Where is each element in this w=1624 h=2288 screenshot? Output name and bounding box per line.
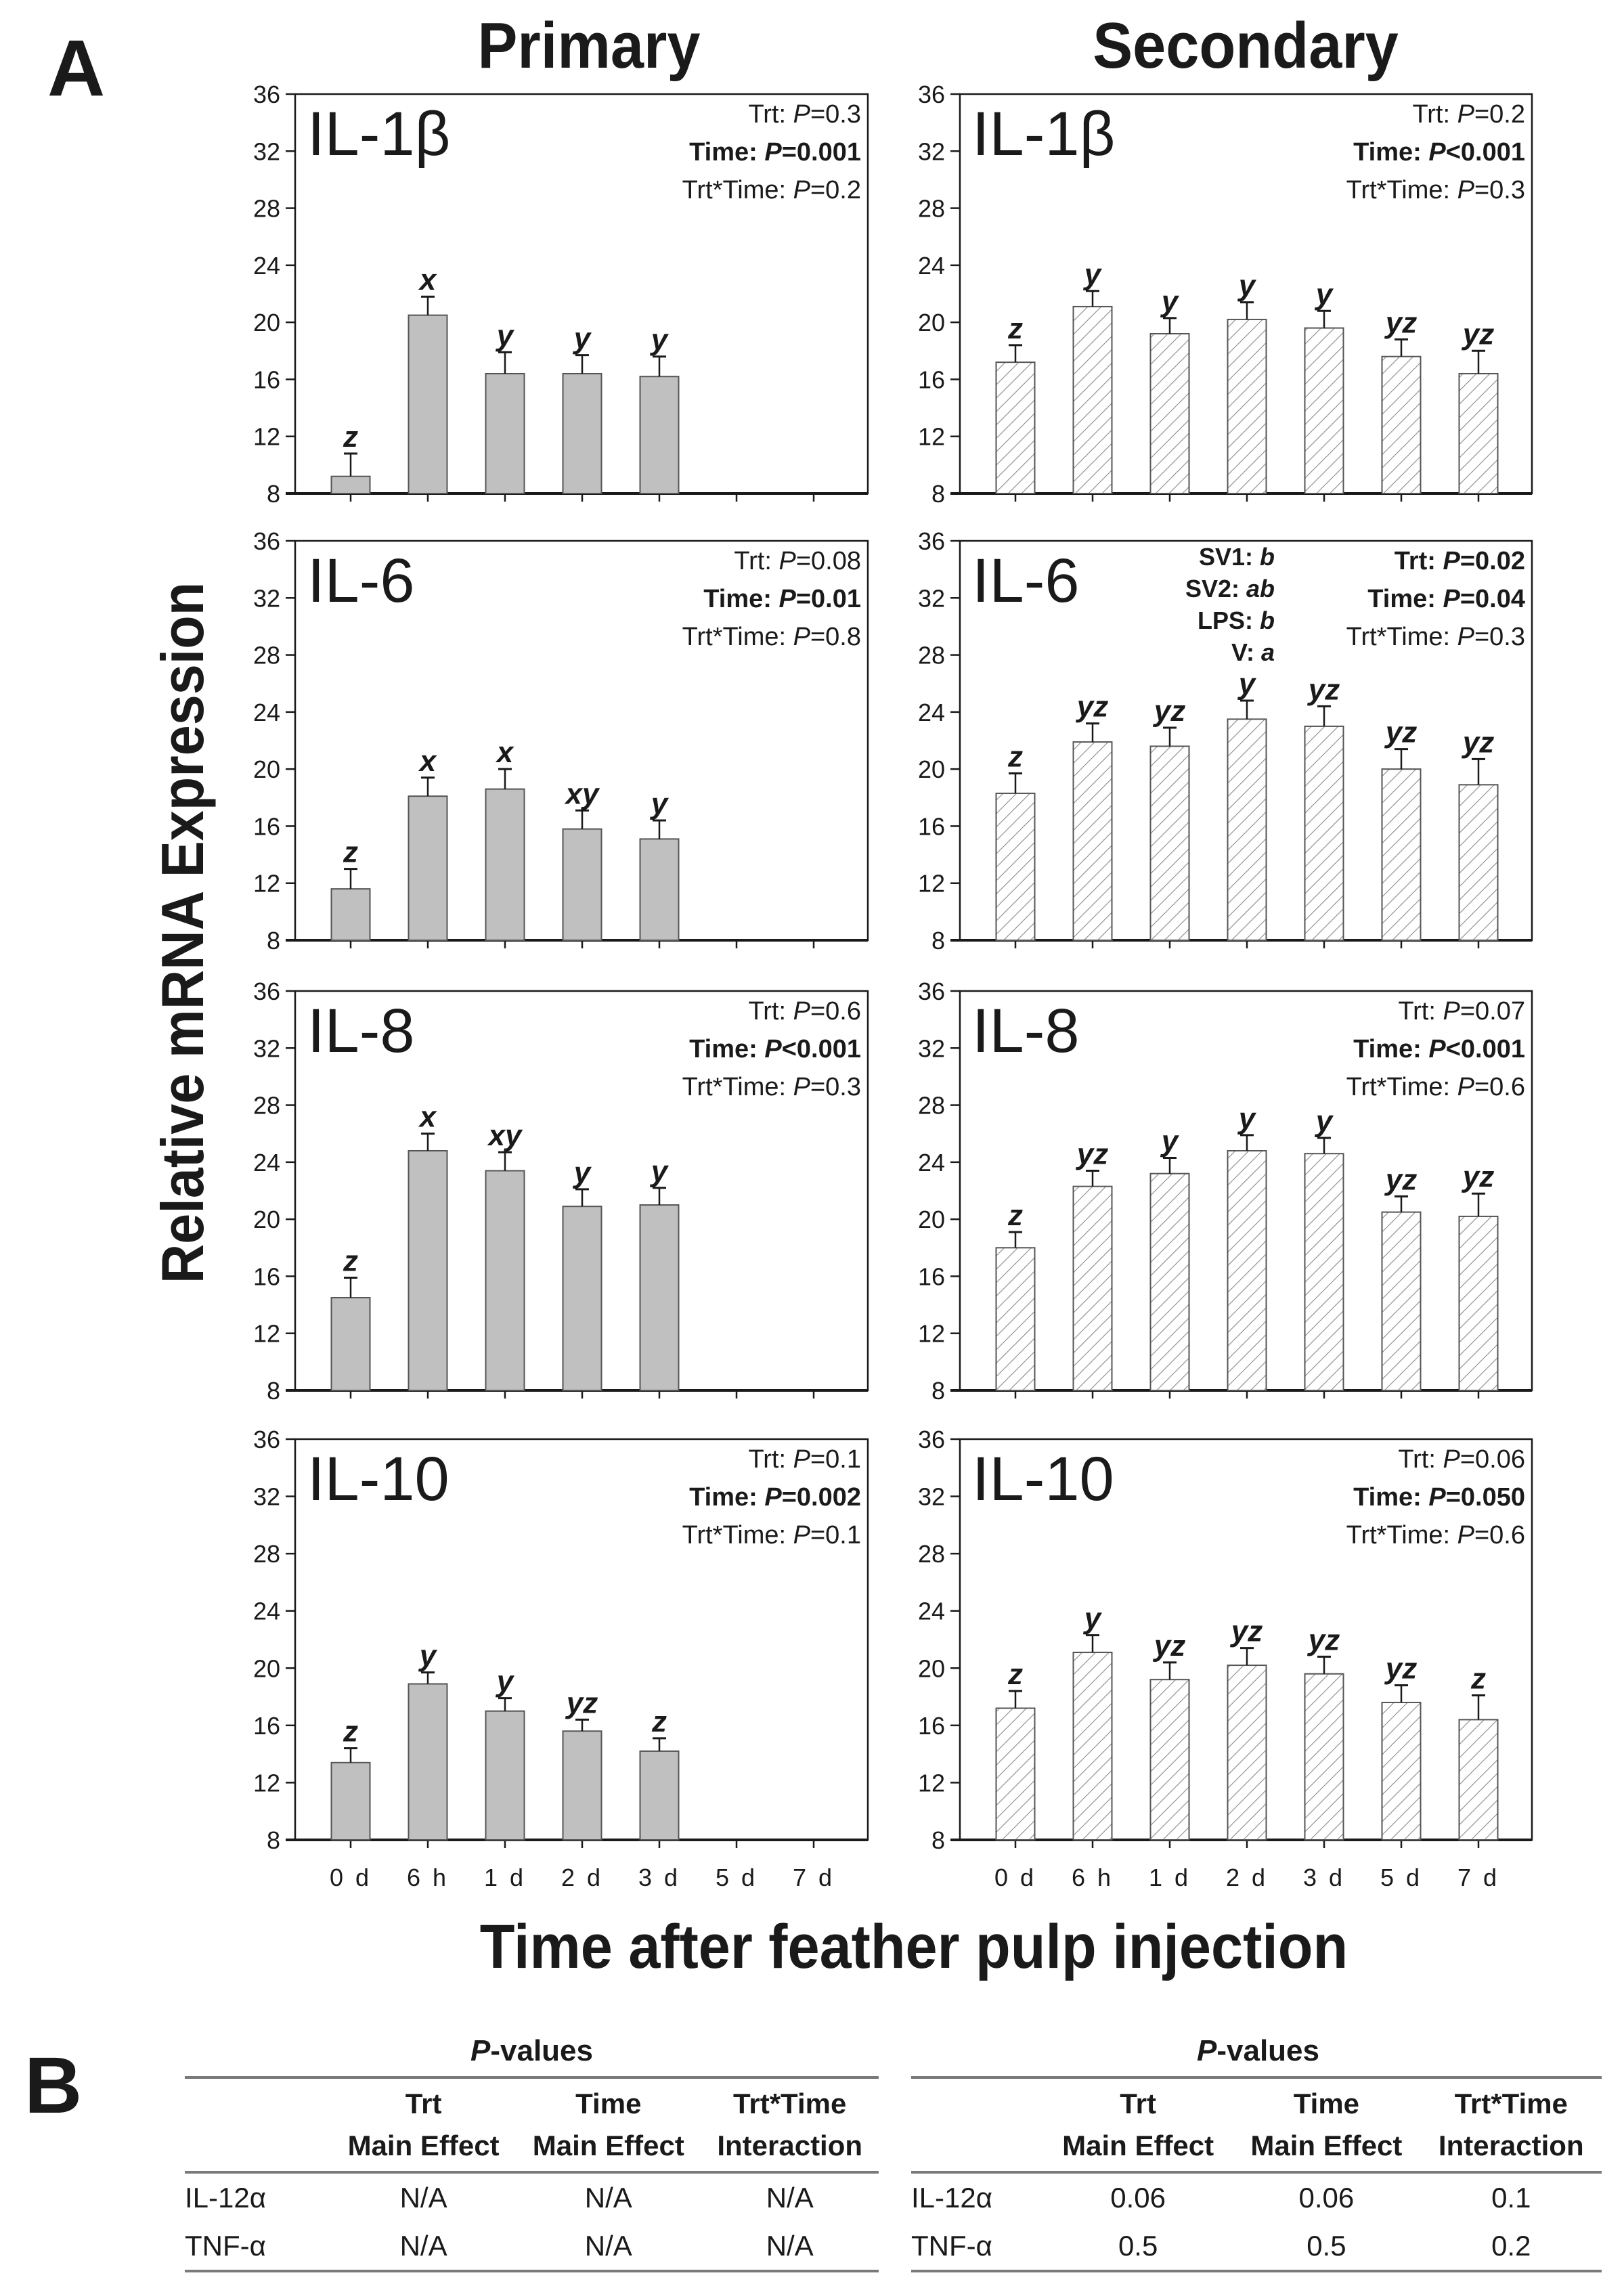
y-tick-label: 32 — [917, 137, 945, 166]
y-axis-label: Relative mRNA Expression — [149, 581, 216, 1284]
y-tick-label: 8 — [931, 927, 945, 954]
y-tick-label: 36 — [917, 527, 945, 555]
y-tick-label: 28 — [253, 1540, 280, 1568]
y-tick-label: 16 — [917, 1262, 945, 1291]
y-tick-label: 24 — [917, 1148, 945, 1176]
significance-letter: y — [1084, 257, 1101, 291]
table-cell: 0.5 — [1118, 2229, 1158, 2262]
significance-letter: y — [573, 322, 591, 355]
significance-letter: yz — [1154, 1629, 1186, 1663]
y-tick-label: 28 — [917, 1091, 945, 1120]
y-tick-label: 36 — [253, 81, 280, 108]
table-cell: 0.5 — [1307, 2229, 1346, 2262]
y-tick-label: 36 — [253, 1426, 280, 1453]
stat-line: Trt*Time: P=0.3 — [682, 1073, 861, 1101]
x-tick-label: 3 d — [1302, 1864, 1346, 1891]
bar — [486, 1711, 525, 1840]
stat-line: Trt: P=0.3 — [748, 100, 861, 129]
significance-letter: yz — [1231, 1614, 1263, 1648]
treatment-letter: SV1: b — [1198, 543, 1275, 571]
significance-letter: z — [343, 835, 358, 869]
y-tick-label: 12 — [917, 422, 945, 451]
significance-letter: yz — [1385, 306, 1418, 340]
stat-line: Trt*Time: P=0.6 — [1346, 1521, 1525, 1549]
significance-letter: z — [343, 420, 358, 454]
table-primary-title — [185, 2034, 879, 2068]
significance-letter: z — [343, 1715, 358, 1748]
significance-letter: xy — [488, 1119, 522, 1153]
bar — [409, 796, 447, 940]
table-cell: N/A — [766, 2181, 814, 2214]
chart-panel-il6-primary — [253, 527, 868, 954]
bar — [1382, 1702, 1421, 1840]
chart-panel-il6-secondary — [918, 527, 1532, 954]
bar — [1460, 1216, 1498, 1390]
significance-letter: z — [652, 1704, 667, 1738]
chart-panel-il10-secondary — [918, 1426, 1532, 1891]
y-tick-label: 32 — [917, 584, 945, 613]
y-tick-label: 28 — [253, 194, 280, 223]
significance-letter: y — [651, 1154, 668, 1188]
significance-letter: yz — [1154, 695, 1186, 728]
significance-letter: x — [419, 744, 437, 778]
y-tick-label: 24 — [917, 698, 945, 726]
y-tick-label: 20 — [917, 1206, 945, 1234]
treatment-letter: LPS: b — [1197, 607, 1275, 634]
significance-letter: xy — [565, 777, 599, 811]
chart-panel-il1-secondary — [918, 81, 1532, 508]
significance-letter: y — [496, 1665, 514, 1698]
stat-line: Time: P=0.002 — [689, 1483, 861, 1512]
bar — [563, 374, 602, 493]
bar — [409, 315, 447, 493]
x-tick-label: 6 h — [1071, 1864, 1114, 1891]
chart-panel-il8-primary — [253, 977, 868, 1405]
bar — [1151, 1679, 1189, 1840]
y-tick-label: 32 — [253, 1034, 280, 1063]
row-label: TNF-α — [911, 2229, 992, 2262]
header-row — [911, 2077, 1602, 2172]
y-tick-label: 16 — [253, 812, 280, 841]
bar — [409, 1151, 447, 1390]
y-tick-label: 24 — [253, 251, 280, 280]
header-trt: Trt Main Effect — [347, 2088, 500, 2161]
bar — [640, 1751, 679, 1840]
gene-title: IL-10 — [972, 1445, 1114, 1514]
significance-letter: y — [573, 1156, 591, 1189]
treatment-letter: V: a — [1231, 638, 1275, 666]
stat-line: Trt: P=0.07 — [1398, 997, 1525, 1026]
header-blank — [185, 2077, 331, 2172]
y-tick-label: 20 — [253, 755, 280, 784]
bar — [1074, 1652, 1112, 1840]
panel-a-label: A — [47, 24, 106, 113]
table-row — [185, 2222, 879, 2271]
bar — [563, 1206, 602, 1390]
chart-panel-il10-primary — [253, 1426, 868, 1891]
y-tick-label: 8 — [266, 1826, 280, 1854]
bar — [486, 1171, 525, 1391]
header-time: Time Main Effect — [532, 2088, 684, 2161]
chart-panel-il1-primary — [253, 81, 868, 508]
stat-line: Time: P=0.01 — [703, 585, 861, 613]
stat-line: Trt: P=0.06 — [1398, 1445, 1525, 1474]
x-tick-label: 6 h — [406, 1864, 449, 1891]
header-interaction: Trt*Time Interaction — [1438, 2088, 1584, 2161]
bar — [1228, 719, 1267, 940]
y-tick-label: 32 — [917, 1034, 945, 1063]
bar — [1305, 1674, 1344, 1840]
bar — [332, 889, 370, 940]
significance-letter: yz — [1385, 716, 1418, 749]
y-tick-label: 36 — [253, 977, 280, 1005]
significance-letter: y — [1238, 1101, 1256, 1135]
y-tick-label: 8 — [266, 927, 280, 954]
bar — [409, 1684, 447, 1840]
significance-letter: y — [651, 787, 668, 820]
significance-letter: z — [1008, 740, 1023, 774]
x-tick-label: 1 d — [1148, 1864, 1191, 1891]
table-cell: N/A — [584, 2229, 632, 2262]
panel-b-label: B — [24, 2041, 83, 2130]
bar — [1074, 742, 1112, 940]
y-tick-label: 16 — [917, 366, 945, 394]
stat-line: Trt*Time: P=0.3 — [1346, 176, 1525, 204]
stat-line: Time: P<0.001 — [1353, 1035, 1525, 1063]
p-italic: P — [1197, 2034, 1217, 2067]
y-tick-label: 28 — [253, 641, 280, 669]
bar — [1228, 1151, 1267, 1390]
y-tick-label: 20 — [253, 309, 280, 337]
header-time: Time Main Effect — [1250, 2088, 1403, 2161]
stat-line: Trt: P=0.1 — [748, 1445, 861, 1474]
bar — [1151, 334, 1189, 493]
gene-title: IL-1β — [307, 100, 451, 169]
table-cell: 0.2 — [1491, 2229, 1531, 2262]
y-tick-label: 36 — [917, 81, 945, 108]
significance-letter: y — [419, 1639, 437, 1673]
table-row — [911, 2172, 1602, 2222]
y-tick-label: 16 — [917, 1711, 945, 1740]
stat-line: Trt*Time: P=0.1 — [682, 1521, 861, 1549]
y-tick-label: 16 — [253, 1262, 280, 1291]
table-cell: N/A — [766, 2229, 814, 2262]
title-suffix: -values — [490, 2034, 593, 2067]
significance-letter: y — [1238, 269, 1256, 303]
y-tick-label: 12 — [917, 869, 945, 898]
table-cell: 0.1 — [1491, 2181, 1531, 2214]
y-tick-label: 20 — [917, 309, 945, 337]
gene-title: IL-6 — [307, 546, 415, 615]
y-tick-label: 24 — [253, 1597, 280, 1625]
y-tick-label: 8 — [266, 480, 280, 508]
title-suffix: -values — [1216, 2034, 1319, 2067]
gene-title: IL-8 — [307, 996, 415, 1065]
row-label: IL-12α — [185, 2181, 267, 2214]
table-cell: N/A — [399, 2181, 447, 2214]
table-cell: N/A — [399, 2229, 447, 2262]
stat-line: Time: P=0.04 — [1367, 585, 1525, 613]
stat-line: Time: P=0.001 — [689, 138, 861, 167]
y-tick-label: 32 — [253, 137, 280, 166]
chart-panel-il8-secondary — [918, 977, 1532, 1405]
significance-letter: z — [343, 1244, 358, 1278]
y-tick-label: 36 — [917, 1426, 945, 1453]
significance-letter: yz — [1462, 317, 1495, 351]
significance-letter: y — [1238, 667, 1256, 701]
bar — [640, 839, 679, 940]
significance-letter: yz — [1462, 1160, 1495, 1194]
bar — [1460, 374, 1498, 493]
y-tick-label: 36 — [253, 527, 280, 555]
y-tick-label: 20 — [917, 755, 945, 784]
stat-line: Trt*Time: P=0.2 — [682, 176, 861, 204]
y-tick-label: 36 — [917, 977, 945, 1005]
bar — [1382, 357, 1421, 493]
y-tick-label: 24 — [253, 698, 280, 726]
y-tick-label: 16 — [253, 1711, 280, 1740]
x-tick-label: 1 d — [483, 1864, 527, 1891]
bar — [332, 1298, 370, 1390]
y-tick-label: 12 — [253, 869, 280, 898]
table-row — [911, 2222, 1602, 2271]
y-tick-label: 20 — [253, 1654, 280, 1683]
stat-line: Time: P=0.050 — [1353, 1483, 1525, 1512]
x-tick-label: 0 d — [994, 1864, 1037, 1891]
x-tick-label: 5 d — [715, 1864, 758, 1891]
table-cell: N/A — [584, 2181, 632, 2214]
column-title-primary: Primary — [477, 9, 701, 82]
bar — [996, 1248, 1035, 1390]
y-tick-label: 8 — [266, 1377, 280, 1405]
significance-letter: yz — [1385, 1163, 1418, 1197]
significance-letter: yz — [1076, 690, 1109, 724]
header-trt: Trt Main Effect — [1062, 2088, 1214, 2161]
significance-letter: y — [1315, 278, 1333, 311]
bar — [1382, 1212, 1421, 1390]
y-tick-label: 20 — [917, 1654, 945, 1683]
p-values-table-secondary — [911, 2076, 1602, 2272]
bar — [1305, 726, 1344, 940]
y-tick-label: 12 — [917, 1319, 945, 1348]
significance-letter: yz — [1462, 726, 1495, 760]
table-cell: 0.06 — [1110, 2181, 1166, 2214]
bar — [640, 376, 679, 493]
significance-letter: y — [1084, 1602, 1101, 1635]
bar — [332, 1763, 370, 1840]
stat-line: Time: P<0.001 — [1353, 138, 1525, 167]
y-tick-label: 12 — [253, 1319, 280, 1348]
bar — [1228, 1665, 1267, 1840]
header-interaction: Trt*Time Interaction — [717, 2088, 863, 2161]
row-label: IL-12α — [911, 2181, 993, 2214]
header-blank — [911, 2077, 1044, 2172]
significance-letter: x — [496, 736, 514, 770]
bar — [1151, 1174, 1189, 1390]
significance-letter: yz — [1385, 1652, 1418, 1686]
bar — [1382, 769, 1421, 940]
y-tick-label: 32 — [253, 584, 280, 613]
y-tick-label: 28 — [917, 194, 945, 223]
bar — [563, 829, 602, 940]
bar — [996, 793, 1035, 940]
significance-letter: y — [651, 323, 668, 357]
table-cell: 0.06 — [1298, 2181, 1355, 2214]
stat-line: Trt*Time: P=0.3 — [1346, 623, 1525, 651]
header-row — [185, 2077, 879, 2172]
bar — [1074, 1187, 1112, 1390]
y-tick-label: 8 — [931, 480, 945, 508]
bar — [1151, 746, 1189, 940]
significance-letter: y — [1161, 1124, 1179, 1158]
significance-letter: yz — [1076, 1137, 1109, 1171]
x-tick-label: 7 d — [792, 1864, 835, 1891]
table-row — [185, 2172, 879, 2222]
significance-letter: z — [1008, 1199, 1023, 1233]
gene-title: IL-8 — [972, 996, 1080, 1065]
y-tick-label: 32 — [253, 1482, 280, 1511]
y-tick-label: 28 — [917, 641, 945, 669]
gene-title: IL-10 — [307, 1445, 449, 1514]
gene-title: IL-6 — [972, 546, 1080, 615]
row-label: TNF-α — [185, 2229, 266, 2262]
bar — [563, 1731, 602, 1840]
gene-title: IL-1β — [972, 100, 1116, 169]
stat-line: Trt: P=0.02 — [1394, 547, 1525, 575]
stat-line: Time: P<0.001 — [689, 1035, 861, 1063]
y-tick-label: 24 — [917, 1597, 945, 1625]
y-tick-label: 32 — [917, 1482, 945, 1511]
bar — [1074, 307, 1112, 493]
bar — [640, 1205, 679, 1390]
x-tick-label: 0 d — [329, 1864, 372, 1891]
stat-line: Trt: P=0.08 — [734, 547, 861, 575]
significance-letter: z — [1471, 1662, 1486, 1696]
bar — [332, 477, 370, 493]
bar — [1460, 785, 1498, 940]
significance-letter: z — [1008, 311, 1023, 345]
y-tick-label: 12 — [917, 1769, 945, 1797]
bar — [996, 362, 1035, 493]
significance-letter: y — [496, 319, 514, 353]
x-tick-label: 2 d — [561, 1864, 604, 1891]
significance-letter: yz — [566, 1686, 598, 1720]
y-tick-label: 16 — [253, 366, 280, 394]
x-tick-label: 2 d — [1225, 1864, 1269, 1891]
stat-line: Trt*Time: P=0.6 — [1346, 1073, 1525, 1101]
treatment-letter: SV2: ab — [1185, 575, 1275, 602]
p-values-table-primary — [185, 2076, 879, 2272]
y-tick-label: 8 — [931, 1377, 945, 1405]
significance-letter: yz — [1308, 673, 1340, 707]
bar — [1305, 328, 1344, 493]
x-tick-label: 5 d — [1380, 1864, 1423, 1891]
bar — [996, 1708, 1035, 1840]
y-tick-label: 16 — [917, 812, 945, 841]
y-tick-label: 8 — [931, 1826, 945, 1854]
table-secondary-title — [911, 2034, 1605, 2068]
y-tick-label: 20 — [253, 1206, 280, 1234]
bar — [486, 374, 525, 493]
y-tick-label: 28 — [917, 1540, 945, 1568]
column-title-secondary: Secondary — [1093, 9, 1399, 82]
stat-line: Trt: P=0.6 — [748, 997, 861, 1026]
significance-letter: yz — [1308, 1623, 1340, 1657]
y-tick-label: 28 — [253, 1091, 280, 1120]
y-tick-label: 24 — [917, 251, 945, 280]
significance-letter: y — [1315, 1105, 1333, 1139]
bar — [1305, 1153, 1344, 1390]
y-tick-label: 24 — [253, 1148, 280, 1176]
x-axis-label: Time after feather pulp injection — [479, 1912, 1348, 1981]
x-tick-label: 7 d — [1457, 1864, 1500, 1891]
y-tick-label: 12 — [253, 422, 280, 451]
bar — [486, 789, 525, 940]
significance-letter: x — [419, 1100, 437, 1134]
stat-line: Trt*Time: P=0.8 — [682, 623, 861, 651]
p-italic: P — [470, 2034, 491, 2067]
significance-letter: z — [1008, 1658, 1023, 1692]
stat-line: Trt: P=0.2 — [1412, 100, 1525, 129]
significance-letter: x — [419, 263, 437, 297]
bar — [1460, 1719, 1498, 1840]
y-tick-label: 12 — [253, 1769, 280, 1797]
bar — [1228, 320, 1267, 493]
significance-letter: y — [1161, 284, 1179, 318]
x-tick-label: 3 d — [638, 1864, 681, 1891]
